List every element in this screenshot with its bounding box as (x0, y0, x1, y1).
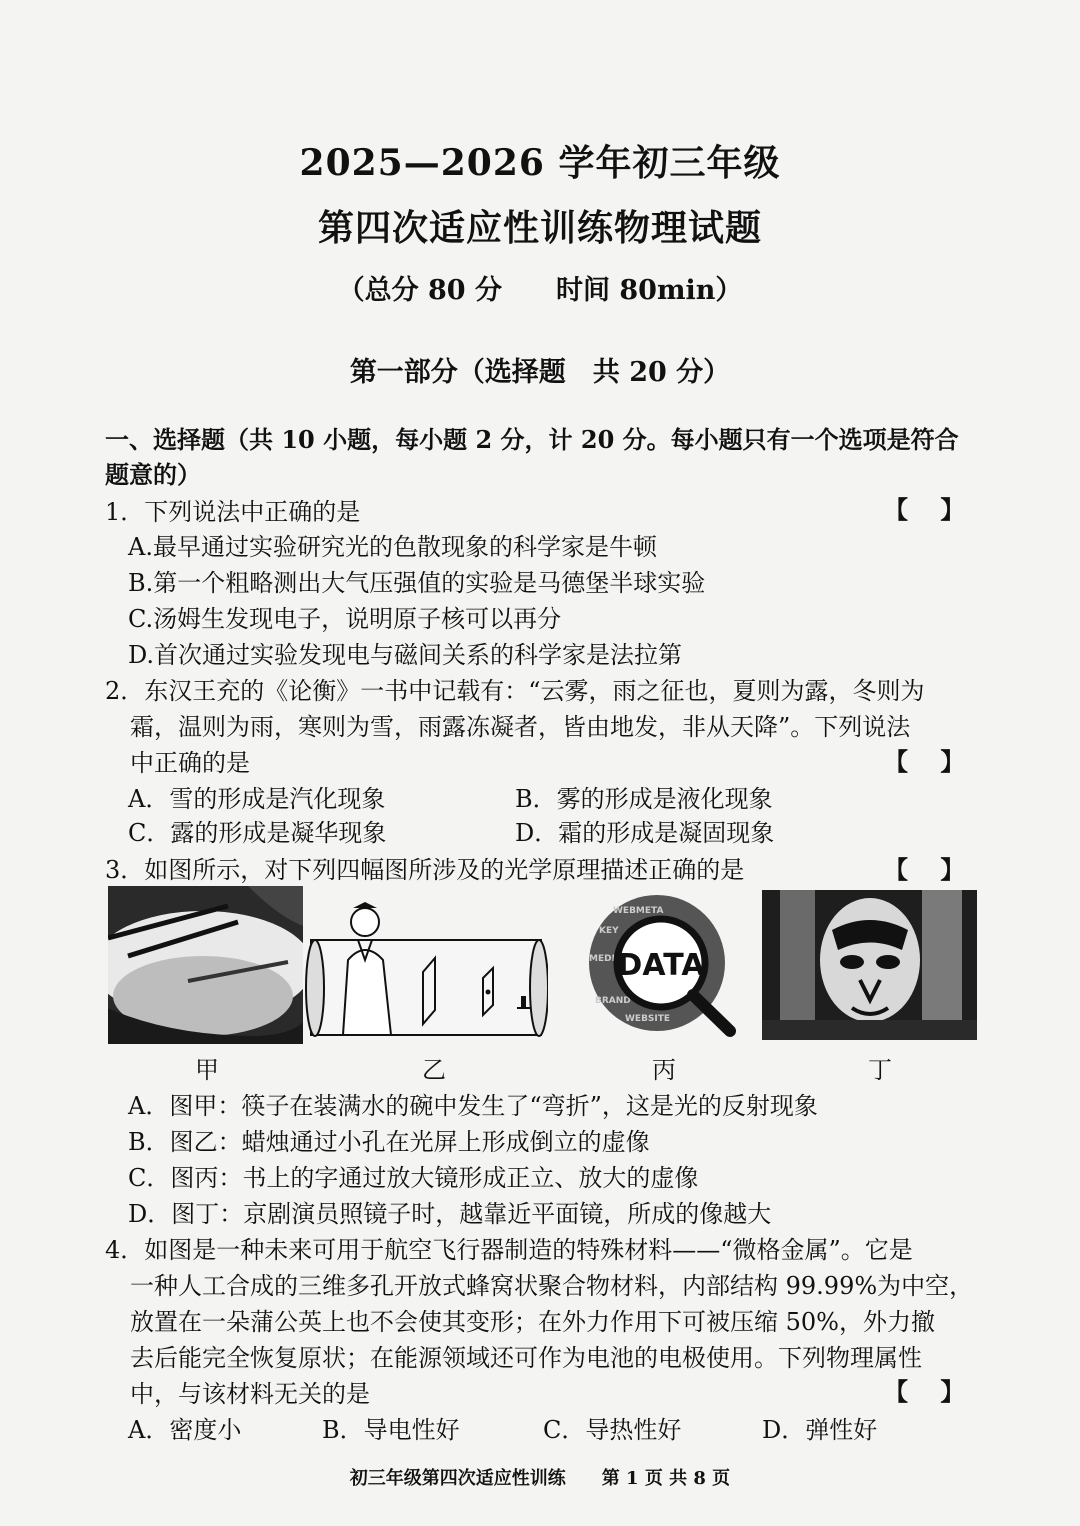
part1-heading: 第一部分（选择题 共 20 分） (349, 357, 731, 388)
exam-title-line2: 第四次适应性训练物理试题 (317, 207, 762, 249)
q3-option-c: C．图丙：书上的字通过放大镜形成正立、放大的虚像 (128, 1164, 699, 1192)
q2-stem-line1: 2．东汉王充的《论衡》一书中记载有：“云雾，雨之征也，夏则为露，冬则为 (105, 677, 925, 705)
q2-option-a: A．雪的形成是汽化现象 (128, 785, 386, 813)
figure-label-ding: 丁 (868, 1056, 892, 1084)
q3-stem: 3．如图所示，对下列四幅图所涉及的光学原理描述正确的是 (105, 856, 745, 884)
svg-text:WEBMETA: WEBMETA (613, 906, 664, 916)
q4-answer-bracket[interactable]: 【 】 (884, 1377, 965, 1406)
q1-option-d: D.首次通过实验发现电与磁间关系的科学家是法拉第 (128, 641, 683, 669)
q1-answer-bracket[interactable]: 【 】 (884, 495, 965, 524)
figure-ding-opera-mirror (762, 890, 977, 1040)
exam-title-line1: 2025—2026 学年初三年级 (299, 142, 781, 184)
q4-stem-line2: 一种人工合成的三维多孔开放式蜂窝状聚合物材料，内部结构 99.99%为中空， (130, 1272, 974, 1300)
figure-bing-magnifier (585, 893, 740, 1038)
figure-label-jia: 甲 (195, 1056, 219, 1084)
q4-stem-line4: 去后能完全恢复原状；在能源领域还可作为电池的电极使用。下列物理属性 (130, 1344, 922, 1372)
figure-jia-bowl-chopsticks (108, 886, 303, 1044)
q2-answer-bracket[interactable]: 【 】 (884, 747, 965, 776)
q3-answer-bracket[interactable]: 【 】 (884, 855, 965, 884)
score-info: （总分 80 分 时间 80min） (337, 275, 743, 306)
svg-text:MEDI: MEDI (589, 954, 615, 964)
q2-option-b: B．雾的形成是液化现象 (515, 785, 773, 813)
q4-stem-line3: 放置在一朵蒲公英上也不会使其变形；在外力作用下可被压缩 50%，外力撤 (130, 1308, 935, 1336)
q4-option-b: B．导电性好 (322, 1416, 460, 1444)
section-instruction-line2: 题意的） (105, 460, 201, 489)
section-instruction-line1: 一、选择题（共 10 小题，每小题 2 分，计 20 分。每小题只有一个选项是符合 (105, 425, 959, 454)
svg-text:BRAND: BRAND (595, 996, 631, 1006)
q4-stem-line1: 4．如图是一种未来可用于航空飞行器制造的特殊材料——“微格金属”。它是 (105, 1236, 913, 1264)
q2-stem-line2: 霜，温则为雨，寒则为雪，雨露冻凝者，皆由地发，非从天降”。下列说法 (130, 713, 911, 741)
q2-option-d: D．霜的形成是凝固现象 (515, 819, 775, 847)
svg-text:KEY: KEY (599, 926, 619, 936)
magnifier-text: DATA (617, 948, 705, 983)
q3-option-a: A．图甲：筷子在装满水的碗中发生了“弯折”，这是光的反射现象 (128, 1092, 818, 1120)
q4-option-a: A．密度小 (128, 1416, 242, 1444)
figure-label-bing: 丙 (652, 1056, 676, 1084)
figure-label-yi: 乙 (422, 1056, 446, 1084)
q1-stem: 1．下列说法中正确的是 (105, 498, 361, 526)
q2-stem-line3: 中正确的是 (130, 749, 250, 777)
q3-option-d: D．图丁：京剧演员照镜子时，越靠近平面镜，所成的像越大 (128, 1200, 772, 1228)
q1-option-a: A.最早通过实验研究光的色散现象的科学家是牛顿 (128, 533, 657, 561)
figure-yi-pinhole-scroll (303, 900, 548, 1040)
q4-option-d: D．弹性好 (762, 1416, 878, 1444)
q4-stem-line5: 中，与该材料无关的是 (130, 1380, 370, 1408)
svg-text:WEBSITE: WEBSITE (625, 1014, 671, 1024)
q1-option-b: B.第一个粗略测出大气压强值的实验是马德堡半球实验 (128, 569, 706, 597)
q1-option-c: C.汤姆生发现电子，说明原子核可以再分 (128, 605, 562, 633)
q2-option-c: C．露的形成是凝华现象 (128, 819, 387, 847)
q3-option-b: B．图乙：蜡烛通过小孔在光屏上形成倒立的虚像 (128, 1128, 650, 1156)
page-footer: 初三年级第四次适应性训练 第 1 页 共 8 页 (349, 1468, 731, 1489)
q4-option-c: C．导热性好 (543, 1416, 682, 1444)
